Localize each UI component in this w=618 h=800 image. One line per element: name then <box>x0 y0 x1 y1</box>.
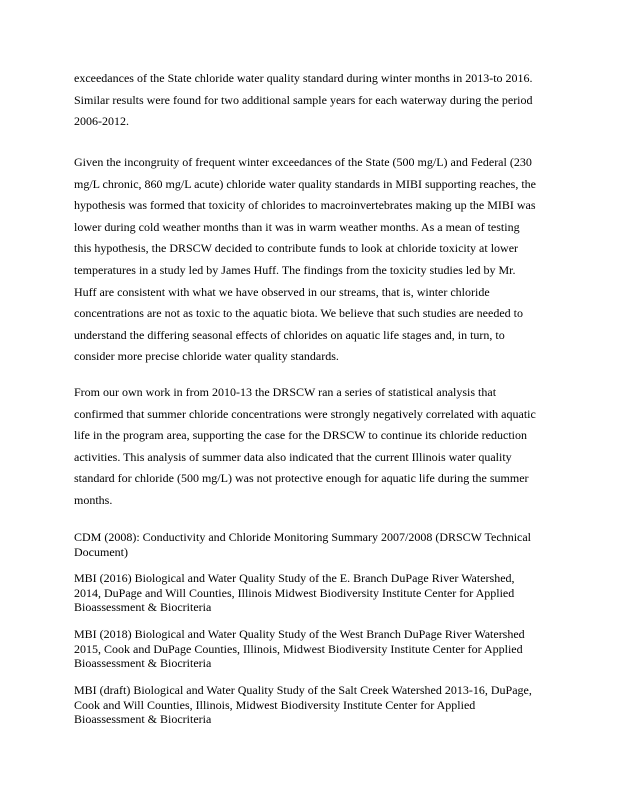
reference-line: Document) <box>74 544 128 559</box>
paragraph-line: lower during cold weather months than it was in warm weather months. As a mean of testing <box>74 219 520 234</box>
reference-line: Bioassessment & Biocriteria <box>74 712 212 727</box>
paragraph-line: Similar results were found for two additional sample years for each waterway during the period <box>74 92 533 107</box>
paragraph-line: concentrations are not as toxic to the aquatic biota. We believe that such studies are needed to <box>74 306 523 321</box>
paragraph-line: months. <box>74 492 113 507</box>
reference-entry <box>74 530 554 559</box>
reference-line: MBI (2016) Biological and Water Quality Study of the E. Branch DuPage River Watershed, <box>74 571 515 585</box>
reference-entry <box>74 627 554 671</box>
paragraph-line: mg/L chronic, 860 mg/L acute) chloride water quality standards in MIBI supporting reaches, the <box>74 176 536 191</box>
paragraph-line: hypothesis was formed that toxicity of chlorides to macroinvertebrates making up the MIBI was <box>74 198 536 213</box>
reference-entry <box>74 683 554 727</box>
paragraph-line: temperatures in a study led by James Huff. The findings from the toxicity studies led by Mr. <box>74 262 516 277</box>
paragraph-line: standard for chloride (500 mg/L) was not protective enough for aquatic life during the summer <box>74 471 529 486</box>
body-paragraph <box>74 382 554 512</box>
paragraph-line: exceedances of the State chloride water quality standard during winter months in 2013-to 2016. <box>74 71 533 85</box>
reference-line: Bioassessment & Biocriteria <box>74 656 212 671</box>
paragraph-line: understand the differing seasonal effects of chlorides on aquatic life stages and, in turn, to <box>74 327 505 342</box>
body-paragraph <box>74 68 554 133</box>
reference-entry <box>74 571 554 615</box>
reference-line: MBI (2018) Biological and Water Quality Study of the West Branch DuPage River Watershed <box>74 627 525 641</box>
body-paragraph <box>74 152 554 368</box>
paragraph-line: Huff are consistent with what we have observed in our streams, that is, winter chloride <box>74 284 490 299</box>
reference-line: CDM (2008): Conductivity and Chloride Monitoring Summary 2007/2008 (DRSCW Technical <box>74 530 532 544</box>
reference-line: Cook and Will Counties, Illinois, Midwest Biodiversity Institute Center for Applied <box>74 697 476 712</box>
reference-line: MBI (draft) Biological and Water Quality Study of the Salt Creek Watershed 2013-16, DuPage, <box>74 683 532 697</box>
reference-line: 2014, DuPage and Will Counties, Illinois Midwest Biodiversity Institute Center for Applied <box>74 585 515 600</box>
reference-line: Bioassessment & Biocriteria <box>74 600 212 615</box>
paragraph-line: 2006-2012. <box>74 114 129 129</box>
reference-line: 2015, Cook and DuPage Counties, Illinois, Midwest Biodiversity Institute Center for Applied <box>74 641 523 656</box>
paragraph-line: activities. This analysis of summer data also indicated that the current Illinois water quality <box>74 449 512 464</box>
paragraph-line: Given the incongruity of frequent winter exceedances of the State (500 mg/L) and Federal (230 <box>74 155 532 169</box>
paragraph-line: life in the program area, supporting the case for the DRSCW to continue its chloride reduction <box>74 428 527 443</box>
paragraph-line: confirmed that summer chloride concentrations were strongly negatively correlated with aquatic <box>74 406 536 421</box>
paragraph-line: From our own work in from 2010-13 the DRSCW ran a series of statistical analysis that <box>74 385 497 399</box>
paragraph-line: consider more precise chloride water quality standards. <box>74 349 339 364</box>
paragraph-line: this hypothesis, the DRSCW decided to contribute funds to look at chloride toxicity at lower <box>74 241 519 256</box>
